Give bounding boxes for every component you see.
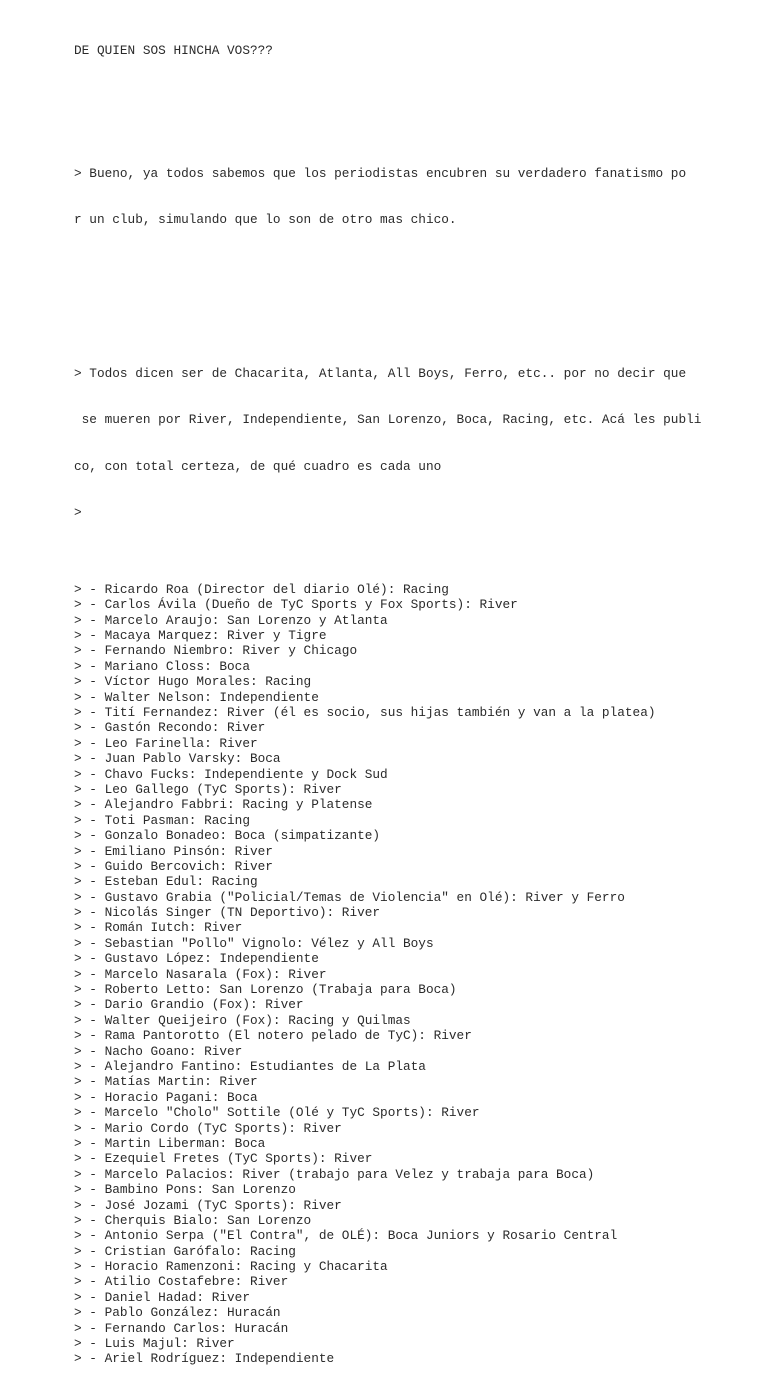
list-item: > - Horacio Ramenzoni: Racing y Chacarita: [74, 1259, 388, 1275]
list-item: > - Cherquis Bialo: San Lorenzo: [74, 1212, 312, 1228]
list-item: > - Gonzalo Bonadeo: Boca (simpatizante): [74, 828, 381, 844]
list-item: > - Martin Liberman: Boca: [74, 1135, 266, 1151]
text-line: >: [74, 504, 82, 520]
list-item: > - Gastón Recondo: River: [74, 720, 266, 736]
list-item: > - Tití Fernandez: River (él es socio, sus hijas también y van a la platea): [74, 705, 656, 721]
list-item: > - Pablo González: Huracán: [74, 1305, 281, 1321]
list-item: > - José Jozami (TyC Sports): River: [74, 1197, 342, 1213]
list-item: > - Carlos Ávila (Dueño de TyC Sports y Fox Sports): River: [74, 597, 518, 613]
list-item: > - Leo Gallego (TyC Sports): River: [74, 781, 342, 797]
intro-paragraph-2: [74, 335, 754, 551]
list-item: > - Mario Cordo (TyC Sports): River: [74, 1120, 342, 1136]
list-item: > - Marcelo Palacios: River (trabajo para Velez y trabaja para Boca): [74, 1166, 595, 1182]
list-item: > - Horacio Pagani: Boca: [74, 1089, 258, 1105]
list-item: > - Ezequiel Fretes (TyC Sports): River: [74, 1151, 373, 1167]
list-item: > - Alejandro Fantino: Estudiantes de La Plata: [74, 1059, 426, 1074]
list-item: > - Atilio Costafebre: River: [74, 1274, 289, 1290]
text-line: r un club, simulando que lo son de otro mas chico.: [74, 212, 457, 228]
document-body: [74, 12, 754, 1382]
list-item: > - Toti Pasman: Racing: [74, 812, 250, 828]
text-line: co, con total certeza, de qué cuadro es cada uno: [74, 458, 442, 474]
list-item: > - Macaya Marquez: River y Tigre: [74, 628, 327, 644]
list-item: > - Fernando Carlos: Huracán: [74, 1320, 289, 1336]
list-item: > - Leo Farinella: River: [74, 735, 258, 751]
text-line: > Bueno, ya todos sabemos que los periodistas encubren su verdadero fanatismo po: [74, 166, 687, 182]
list-item: > - Cristian Garófalo: Racing: [74, 1243, 296, 1259]
list-item: > - Marcelo Araujo: San Lorenzo y Atlanta: [74, 612, 388, 628]
list-item: > - Nacho Goano: River: [74, 1043, 243, 1059]
document-title: DE QUIEN SOS HINCHA VOS???: [74, 42, 273, 58]
list-item: > - Guido Bercovich: River: [74, 858, 273, 874]
list-item: > - Víctor Hugo Morales: Racing: [74, 674, 312, 690]
list-item: > - Román Iutch: River: [74, 920, 243, 936]
list-item: > - Gustavo López: Independiente: [74, 951, 319, 967]
blank-line: [74, 289, 754, 304]
list-item: > - Ricardo Roa (Director del diario Olé): Racing: [74, 581, 449, 597]
list-item: > - Walter Nelson: Independiente: [74, 689, 319, 705]
blank-line: [74, 89, 754, 104]
list-item: > - Bambino Pons: San Lorenzo: [74, 1182, 296, 1198]
list-item: > - Juan Pablo Varsky: Boca: [74, 751, 281, 767]
text-line: se mueren por River, Independiente, San Lorenzo, Boca, Racing, etc. Acá les publi: [74, 412, 702, 428]
list-item: > - Emiliano Pinsón: River: [74, 843, 273, 859]
list-item: > - Fernando Niembro: River y Chicago: [74, 643, 358, 659]
list-item: > - Dario Grandio (Fox): River: [74, 997, 304, 1013]
list-item: > - Ariel Rodríguez: Independiente: [74, 1351, 335, 1367]
list-item: > - Matías Martin: River: [74, 1074, 258, 1090]
list-item: > - Gustavo Grabia ("Policial/Temas de Violencia" en Olé): River y Ferro: [74, 889, 625, 905]
journalist-list: [74, 582, 754, 1367]
list-item: > - Esteban Edul: Racing: [74, 874, 258, 890]
text-line: > Todos dicen ser de Chacarita, Atlanta, All Boys, Ferro, etc.. por no decir que: [74, 366, 687, 382]
list-item: > - Nicolás Singer (TN Deportivo): River: [74, 905, 381, 921]
list-item: > - Alejandro Fabbri: Racing y Platense: [74, 797, 373, 813]
list-item: > - Chavo Fucks: Independiente y Dock Sud: [74, 766, 388, 782]
list-item: > - Mariano Closs: Boca: [74, 658, 250, 674]
list-item: > - Sebastian "Pollo" Vignolo: Vélez y All Boys: [74, 935, 434, 951]
list-item: > - Walter Queijeiro (Fox): Racing y Quilmas: [74, 1012, 411, 1028]
list-item: > - Marcelo Nasarala (Fox): River: [74, 966, 327, 982]
list-item: > - Luis Majul: River: [74, 1336, 235, 1352]
list-item: > - Marcelo "Cholo" Sottile (Olé y TyC Sports): River: [74, 1105, 480, 1121]
list-item: > - Rama Pantorotto (El notero pelado de TyC): River: [74, 1028, 472, 1044]
list-item: > - Roberto Letto: San Lorenzo (Trabaja para Boca): [74, 982, 457, 998]
intro-paragraph-1: [74, 135, 754, 258]
list-item: > - Antonio Serpa ("El Contra", de OLÉ): Boca Juniors y Rosario Central: [74, 1228, 618, 1244]
list-item: > - Daniel Hadad: River: [74, 1289, 250, 1305]
